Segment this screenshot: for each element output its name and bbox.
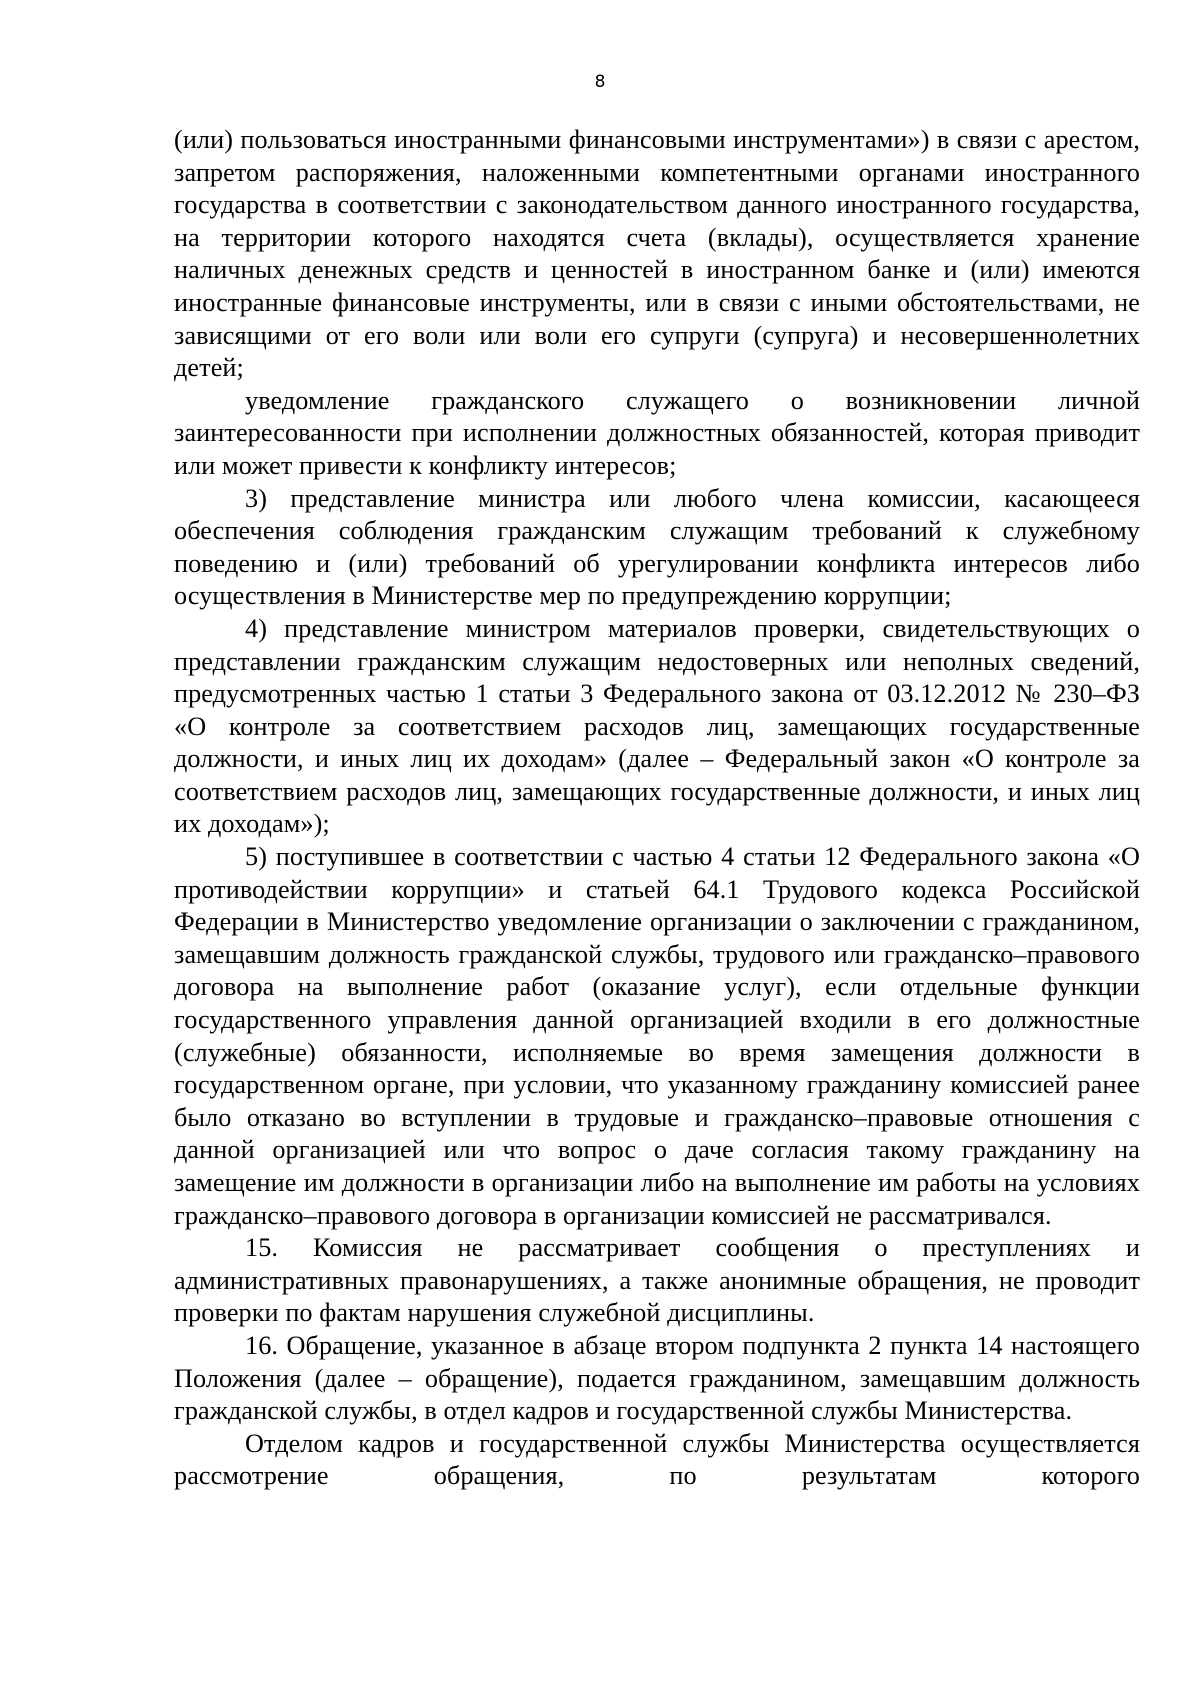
document-body (174, 124, 1140, 1493)
page-number: 8 (594, 72, 606, 92)
paragraph-6: 15. Комиссия не рассматривает сообщения о преступлениях и административных правонарушениях, а также анонимные обращения, не проводит проверки по фактам нарушения служебной дисциплины. (174, 1233, 1140, 1328)
paragraph-3: 3) представление министра или любого члена комиссии, касающееся обеспечения соблюдения гражданским служащим требований к служебному поведению и (или) требований об урегулировании конфликта интересов либо осуществления в Министерстве мер по предупреждению коррупции; (174, 483, 1140, 611)
paragraph-7: 16. Обращение, указанное в абзаце втором подпункта 2 пункта 14 настоящего Положения (далее – обращение), подается гражданином, замещавшим должность гражданской службы, в отдел кадров и государственной службы Министерства. (174, 1330, 1140, 1426)
paragraph-5: 5) поступившее в соответствии с частью 4 статьи 12 Федерального закона «О противодействии коррупции» и статьей 64.1 Трудового кодекса Российской Федерации в Министерство уведомление организации о заключении с гражданином, замещавшим должность гражданской службы, трудового или гражданско–правового договора на выполнение работ (оказание услуг), если отдельные функции государственного управления данной организацией входили в его должностные (служебные) обязанности, исполняемые во время замещения должности в государственном органе, при условии, что указанному гражданину комиссией ранее было отказано во вступлении в трудовые и гражданско–правовые отношения с данной организацией или что вопрос о даче согласия такому гражданину на замещение им должности в организации либо на выполнение им работы на условиях гражданско–правового договора в организации комиссией не рассматривался. (174, 842, 1140, 1230)
paragraph-2: уведомление гражданского служащего о возникновении личной заинтересованности при исполнении должностных обязанностей, которая приводит или может привести к конфликту интересов; (174, 385, 1140, 480)
paragraph-4: 4) представление министром материалов проверки, свидетельствующих о представлении гражданским служащим недостоверных или неполных сведений, предусмотренных частью 1 статьи 3 Федерального закона от 03.12.2012 № 230–ФЗ «О контроле за соответствием расходов лиц, замещающих государственные должности, и иных лиц их доходам» (далее – Федеральный закон «О контроле за соответствием расходов лиц, замещающих государственные должности, и иных лиц их доходам»); (174, 613, 1140, 839)
paragraph-1: (или) пользоваться иностранными финансовыми инструментами») в связи с арестом, запретом распоряжения, наложенными компетентными органами иностранного государства в соответствии с законодательством данного иностранного государства, на территории которого находятся счета (вклады), осуществляется хранение наличных денежных средств и ценностей в иностранном банке и (или) имеются иностранные финансовые инструменты, или в связи с иными обстоятельствами, не зависящими от его воли или воли его супруги (супруга) и несовершеннолетних детей; (174, 125, 1140, 383)
paragraph-8: Отделом кадров и государственной службы Министерства осуществляется рассмотрение обращения, по результатам которого (174, 1428, 1140, 1491)
